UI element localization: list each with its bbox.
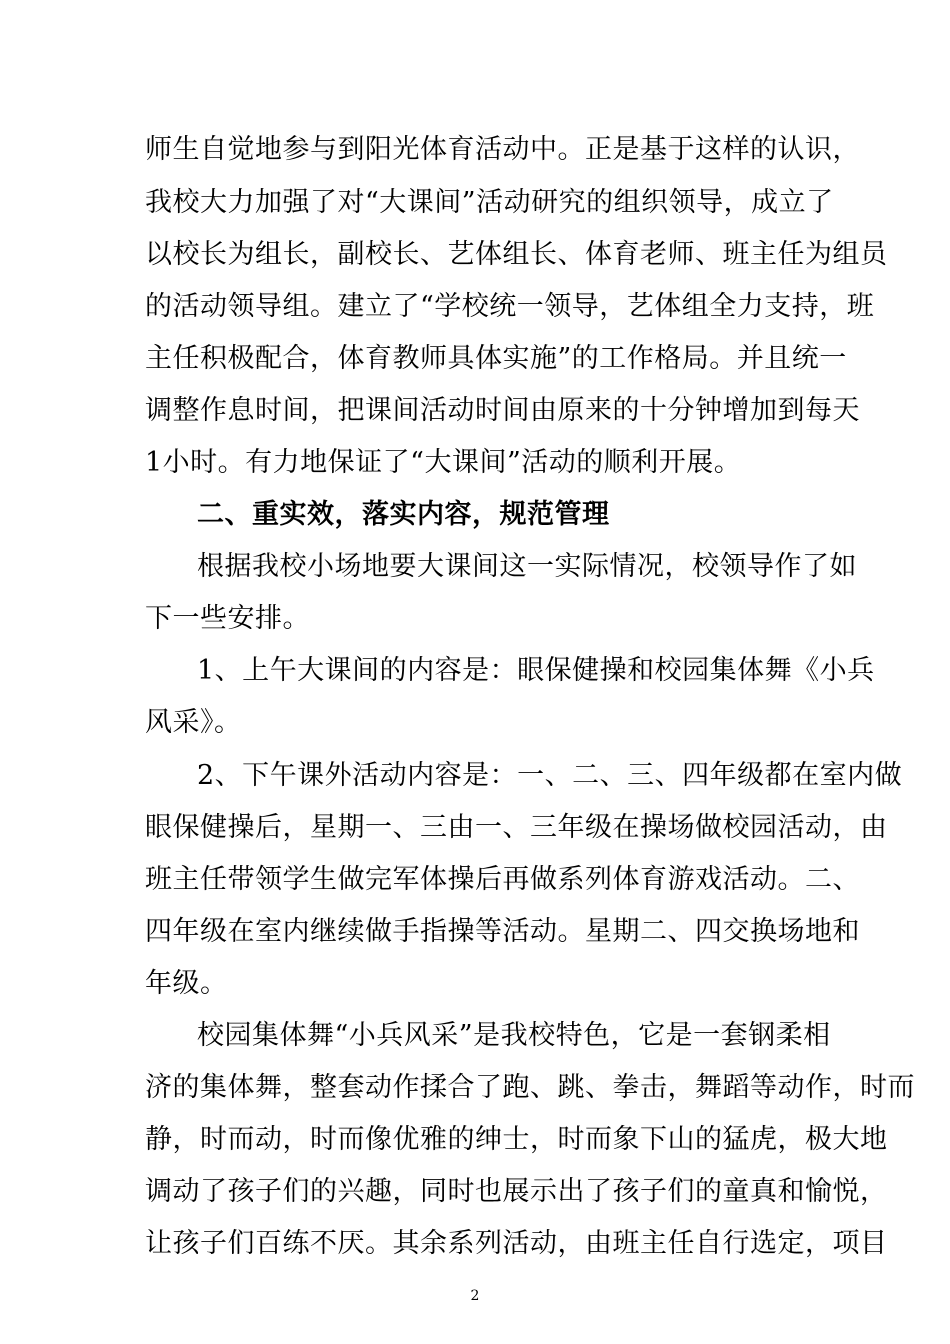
body-line: 济的集体舞，整套动作揉合了跑、跳、拳击，舞蹈等动作，时而 <box>145 1072 915 1103</box>
list-item-2: 2、下午课外活动内容是：一、二、三、四年级都在室内做 <box>197 760 903 791</box>
body-line: 让孩子们百练不厌。其余系列活动，由班主任自行选定，项目 <box>145 1228 888 1259</box>
body-line: 主任积极配合，体育教师具体实施”的工作格局。并且统一 <box>145 343 847 374</box>
body-line: 下一些安排。 <box>145 603 310 634</box>
body-line: 以校长为组长，副校长、艺体组长、体育老师、班主任为组员 <box>145 239 888 270</box>
body-line: 风采》。 <box>145 707 242 738</box>
section-heading: 二、重实效，落实内容，规范管理 <box>197 499 610 530</box>
body-line: 调整作息时间，把课间活动时间由原来的十分钟增加到每天 <box>145 395 860 426</box>
paragraph-first-line: 校园集体舞“小兵风采”是我校特色，它是一套钢柔相 <box>197 1020 831 1051</box>
list-item-1: 1、上午大课间的内容是：眼保健操和校园集体舞《小兵 <box>197 655 875 686</box>
body-line: 师生自觉地参与到阳光体育活动中。正是基于这样的认识， <box>145 134 860 165</box>
paragraph-first-line: 根据我校小场地要大课间这一实际情况，校领导作了如 <box>197 551 857 582</box>
page-number: 2 <box>470 1288 480 1304</box>
body-line: 我校大力加强了对“大课间”活动研究的组织领导，成立了 <box>145 187 834 218</box>
body-line: 的活动领导组。建立了“学校统一领导，艺体组全力支持，班 <box>145 291 875 322</box>
body-line: 班主任带领学生做完军体操后再做系列体育游戏活动。二、 <box>145 864 860 895</box>
body-line: 调动了孩子们的兴趣，同时也展示出了孩子们的童真和愉悦， <box>145 1176 888 1207</box>
body-line: 静，时而动，时而像优雅的绅士，时而象下山的猛虎，极大地 <box>145 1124 888 1155</box>
body-line: 年级。 <box>145 968 228 999</box>
body-line: 四年级在室内继续做手指操等活动。星期二、四交换场地和 <box>145 916 860 947</box>
body-line: 眼保健操后，星期一、三由一、三年级在操场做校园活动，由 <box>145 812 888 843</box>
body-line: 1小时。有力地保证了“大课间”活动的顺利开展。 <box>145 447 742 478</box>
